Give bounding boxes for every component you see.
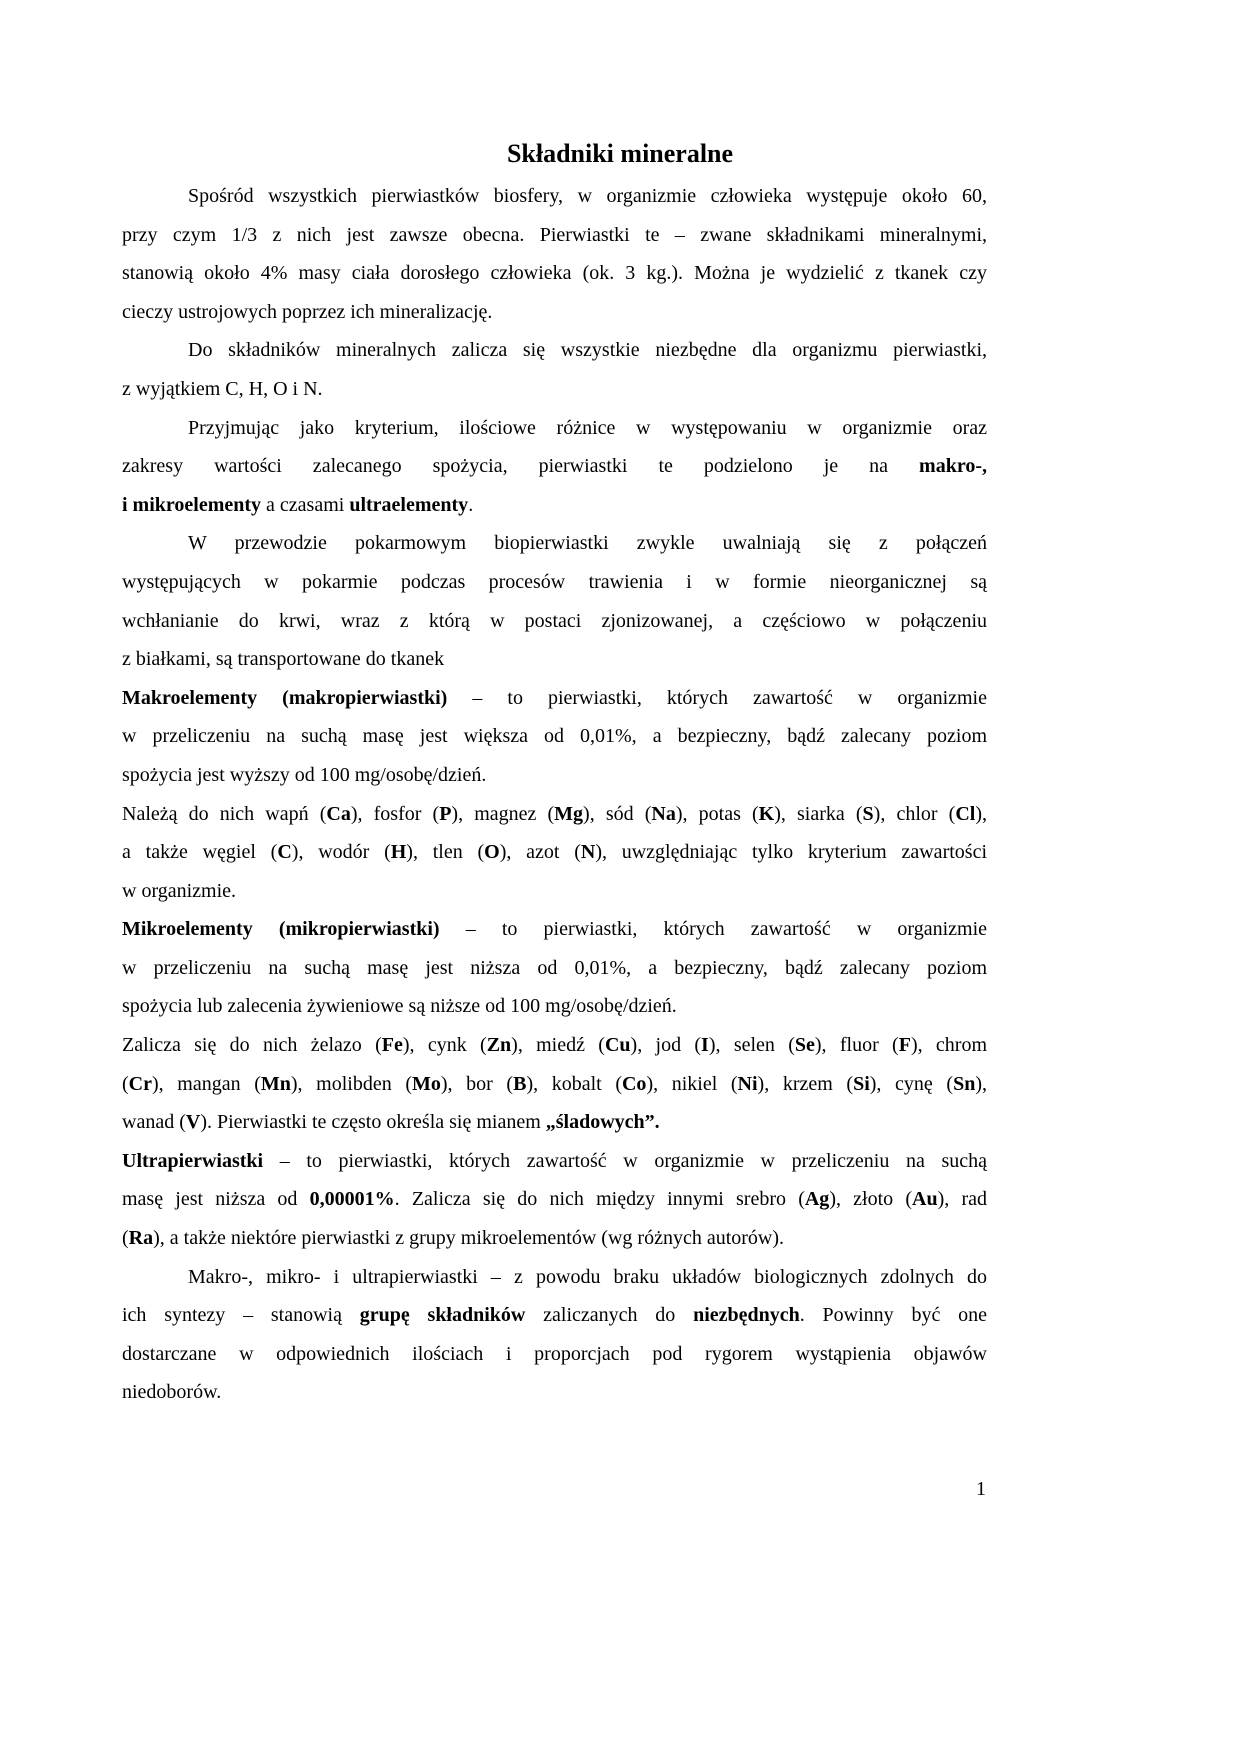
- text: z białkami, są transportowane do tkanek: [122, 648, 445, 671]
- bold-text: O: [484, 841, 500, 864]
- text-line: [122, 1296, 987, 1335]
- bold-text: P: [439, 802, 452, 825]
- text-line: [122, 795, 987, 834]
- bold-text: Ca: [326, 802, 351, 825]
- document-body: [122, 177, 987, 1412]
- bold-text: Cu: [604, 1034, 631, 1057]
- bold-text: „śladowych”.: [545, 1111, 660, 1134]
- text: ), fluor (: [814, 1034, 899, 1057]
- text: Makro-, mikro- i ultrapierwiastki – z powodu braku układów biologicznych zdolnych do: [188, 1265, 987, 1288]
- bold-text: Si: [853, 1072, 870, 1095]
- text: w organizmie.: [122, 879, 237, 902]
- text: ), sód (: [583, 802, 652, 825]
- paragraph: [122, 524, 987, 678]
- text: w przeliczeniu na suchą masę jest większa od 0,01%, a bezpieczny, bądź zalecany poziom: [122, 725, 987, 748]
- text-line: [122, 1065, 987, 1104]
- paragraph: [122, 1142, 987, 1258]
- text-line: [122, 409, 987, 448]
- text: zaliczanych do: [525, 1304, 694, 1327]
- text: cieczy ustrojowych poprzez ich mineralizację.: [122, 300, 493, 323]
- paragraph: [122, 679, 987, 795]
- paragraph: [122, 177, 987, 331]
- text: ),: [975, 802, 987, 825]
- text-line: [122, 177, 987, 216]
- text: w przeliczeniu na suchą masę jest niższa od 0,01%, a bezpieczny, bądź zalecany poziom: [122, 956, 987, 979]
- text: przy czym 1/3 z nich jest zawsze obecna. Pierwiastki te – zwane składnikami mineralnymi,: [122, 223, 987, 246]
- text: ), krzem (: [757, 1072, 854, 1095]
- text-line: [122, 679, 987, 718]
- text: ), mangan (: [152, 1072, 261, 1095]
- bold-text: Ra: [128, 1227, 154, 1250]
- paragraph: [122, 331, 987, 408]
- bold-text: Mn: [260, 1072, 291, 1095]
- bold-text: Au: [912, 1188, 938, 1211]
- text-line: [122, 1026, 987, 1065]
- text-line: [122, 1142, 987, 1181]
- text: ich syntezy – stanowią: [122, 1304, 360, 1327]
- bold-text: i mikroelementy: [122, 493, 262, 516]
- text: W przewodzie pokarmowym biopierwiastki zwykle uwalniają się z połączeń: [188, 532, 987, 555]
- page-number: 1: [976, 1478, 986, 1500]
- bold-text: S: [862, 802, 874, 825]
- text-line: [122, 1335, 987, 1374]
- bold-text: Mg: [554, 802, 584, 825]
- bold-text: Makroelementy (makropierwiastki): [122, 686, 448, 709]
- text: ), tlen (: [406, 841, 485, 864]
- text-line: [122, 872, 987, 911]
- bold-text: Co: [621, 1072, 647, 1095]
- text-line: [122, 833, 987, 872]
- text: ), wodór (: [291, 841, 391, 864]
- text-line: [122, 910, 987, 949]
- paragraph: [122, 910, 987, 1026]
- text-line: [122, 717, 987, 756]
- bold-text: Ag: [804, 1188, 830, 1211]
- text: z wyjątkiem C, H, O i N.: [122, 377, 323, 400]
- text: dostarczane w odpowiednich ilościach i proporcjach pod rygorem wystąpienia objawów: [122, 1342, 987, 1365]
- text: wanad (: [122, 1111, 186, 1134]
- text: spożycia jest wyższy od 100 mg/osobę/dzień.: [122, 763, 487, 786]
- text: (: [122, 1072, 129, 1095]
- text: występujących w pokarmie podczas procesów trawienia i w formie nieorganicznej są: [122, 570, 987, 593]
- text: . Zalicza się do nich między innymi srebro (: [394, 1188, 805, 1211]
- text-line: [122, 254, 987, 293]
- bold-text: grupę składników: [359, 1304, 526, 1327]
- text: ), siarka (: [774, 802, 863, 825]
- text-line: [122, 447, 987, 486]
- text: ), uwzględniając tylko kryterium zawartości: [595, 841, 987, 864]
- bold-text: ultraelementy: [349, 493, 469, 516]
- bold-text: B: [513, 1072, 527, 1095]
- text: a także węgiel (: [122, 841, 278, 864]
- text: niedoborów.: [122, 1381, 222, 1404]
- text: ), nikiel (: [646, 1072, 738, 1095]
- text-line: [122, 987, 987, 1026]
- text-line: [122, 563, 987, 602]
- text: – to pierwiastki, których zawartość w organizmie: [447, 686, 987, 709]
- text: ), azot (: [499, 841, 581, 864]
- text: ), chlor (: [873, 802, 956, 825]
- text: ), jod (: [630, 1034, 702, 1057]
- text-line: [122, 293, 987, 332]
- text: zakresy wartości zalecanego spożycia, pierwiastki te podzielono je na: [122, 455, 920, 478]
- bold-text: makro-,: [919, 455, 987, 478]
- text-line: [122, 602, 987, 641]
- text-line: [122, 949, 987, 988]
- text: Należą do nich wapń (: [122, 802, 327, 825]
- bold-text: I: [701, 1034, 709, 1057]
- bold-text: H: [390, 841, 407, 864]
- text: ), molibden (: [290, 1072, 412, 1095]
- text: ), miedź (: [511, 1034, 605, 1057]
- document-title: Składniki mineralne: [506, 139, 734, 169]
- bold-text: Sn: [953, 1072, 976, 1095]
- text-line: [122, 1258, 987, 1297]
- text: masę jest niższa od: [122, 1188, 310, 1211]
- bold-text: Ni: [737, 1072, 758, 1095]
- text-line: [122, 486, 987, 525]
- bold-text: F: [898, 1034, 911, 1057]
- text: ), złoto (: [829, 1188, 913, 1211]
- paragraph: [122, 1026, 987, 1142]
- text: ), potas (: [675, 802, 759, 825]
- text: ), rad: [937, 1188, 987, 1211]
- text: ). Pierwiastki te często określa się mianem: [200, 1111, 546, 1134]
- bold-text: Zn: [486, 1034, 512, 1057]
- text: stanowią około 4% masy ciała dorosłego człowieka (ok. 3 kg.). Można je wydzielić z tkanek czy: [122, 262, 987, 285]
- text: ), selen (: [708, 1034, 795, 1057]
- text-line: [122, 1373, 987, 1412]
- text-line: [122, 1103, 987, 1142]
- text: ), cynę (: [869, 1072, 954, 1095]
- text: . Powinny być one: [799, 1304, 987, 1327]
- text: ), kobalt (: [526, 1072, 622, 1095]
- bold-text: Ultrapierwiastki: [122, 1149, 264, 1172]
- text-line: [122, 640, 987, 679]
- text-line: [122, 370, 987, 409]
- bold-text: Na: [651, 802, 676, 825]
- text-line: [122, 1219, 987, 1258]
- text: a czasami: [261, 493, 350, 516]
- bold-text: Fe: [381, 1034, 403, 1057]
- paragraph: [122, 1258, 987, 1412]
- text: Do składników mineralnych zalicza się wszystkie niezbędne dla organizmu pierwiastki,: [188, 339, 987, 362]
- text: .: [468, 493, 474, 516]
- bold-text: V: [185, 1111, 201, 1134]
- text: ),: [975, 1072, 987, 1095]
- bold-text: Cl: [955, 802, 976, 825]
- bold-text: Se: [794, 1034, 815, 1057]
- bold-text: C: [277, 841, 292, 864]
- text: ), chrom: [910, 1034, 988, 1057]
- text: ), fosfor (: [350, 802, 440, 825]
- text-line: [122, 331, 987, 370]
- text: Zalicza się do nich żelazo (: [122, 1034, 382, 1057]
- bold-text: K: [758, 802, 775, 825]
- text: ), bor (: [440, 1072, 514, 1095]
- text-line: [122, 216, 987, 255]
- bold-text: N: [580, 841, 596, 864]
- text: – to pierwiastki, których zawartość w organizmie w przeliczeniu na suchą: [263, 1149, 987, 1172]
- text-line: [122, 1180, 987, 1219]
- text: Spośród wszystkich pierwiastków biosfery, w organizmie człowieka występuje około 60,: [188, 185, 987, 207]
- text: (: [122, 1227, 129, 1250]
- paragraph: [122, 795, 987, 911]
- text: ), a także niektóre pierwiastki z grupy mikroelementów (wg różnych autorów).: [153, 1227, 785, 1250]
- text: ), magnez (: [451, 802, 555, 825]
- paragraph: [122, 409, 987, 525]
- bold-text: Mo: [411, 1072, 441, 1095]
- bold-text: Cr: [128, 1072, 152, 1095]
- text: Przyjmując jako kryterium, ilościowe różnice w występowaniu w organizmie oraz: [188, 416, 987, 439]
- text: spożycia lub zalecenia żywieniowe są niższe od 100 mg/osobę/dzień.: [122, 995, 677, 1018]
- text: – to pierwiastki, których zawartość w organizmie: [439, 918, 988, 941]
- bold-text: niezbędnych: [693, 1304, 800, 1327]
- text: ), cynk (: [402, 1034, 487, 1057]
- text: wchłanianie do krwi, wraz z którą w postaci zjonizowanej, a częściowo w połączeniu: [122, 609, 987, 632]
- text-line: [122, 756, 987, 795]
- bold-text: Mikroelementy (mikropierwiastki): [122, 918, 440, 941]
- text-line: [122, 524, 987, 563]
- bold-text: 0,00001%: [309, 1188, 395, 1211]
